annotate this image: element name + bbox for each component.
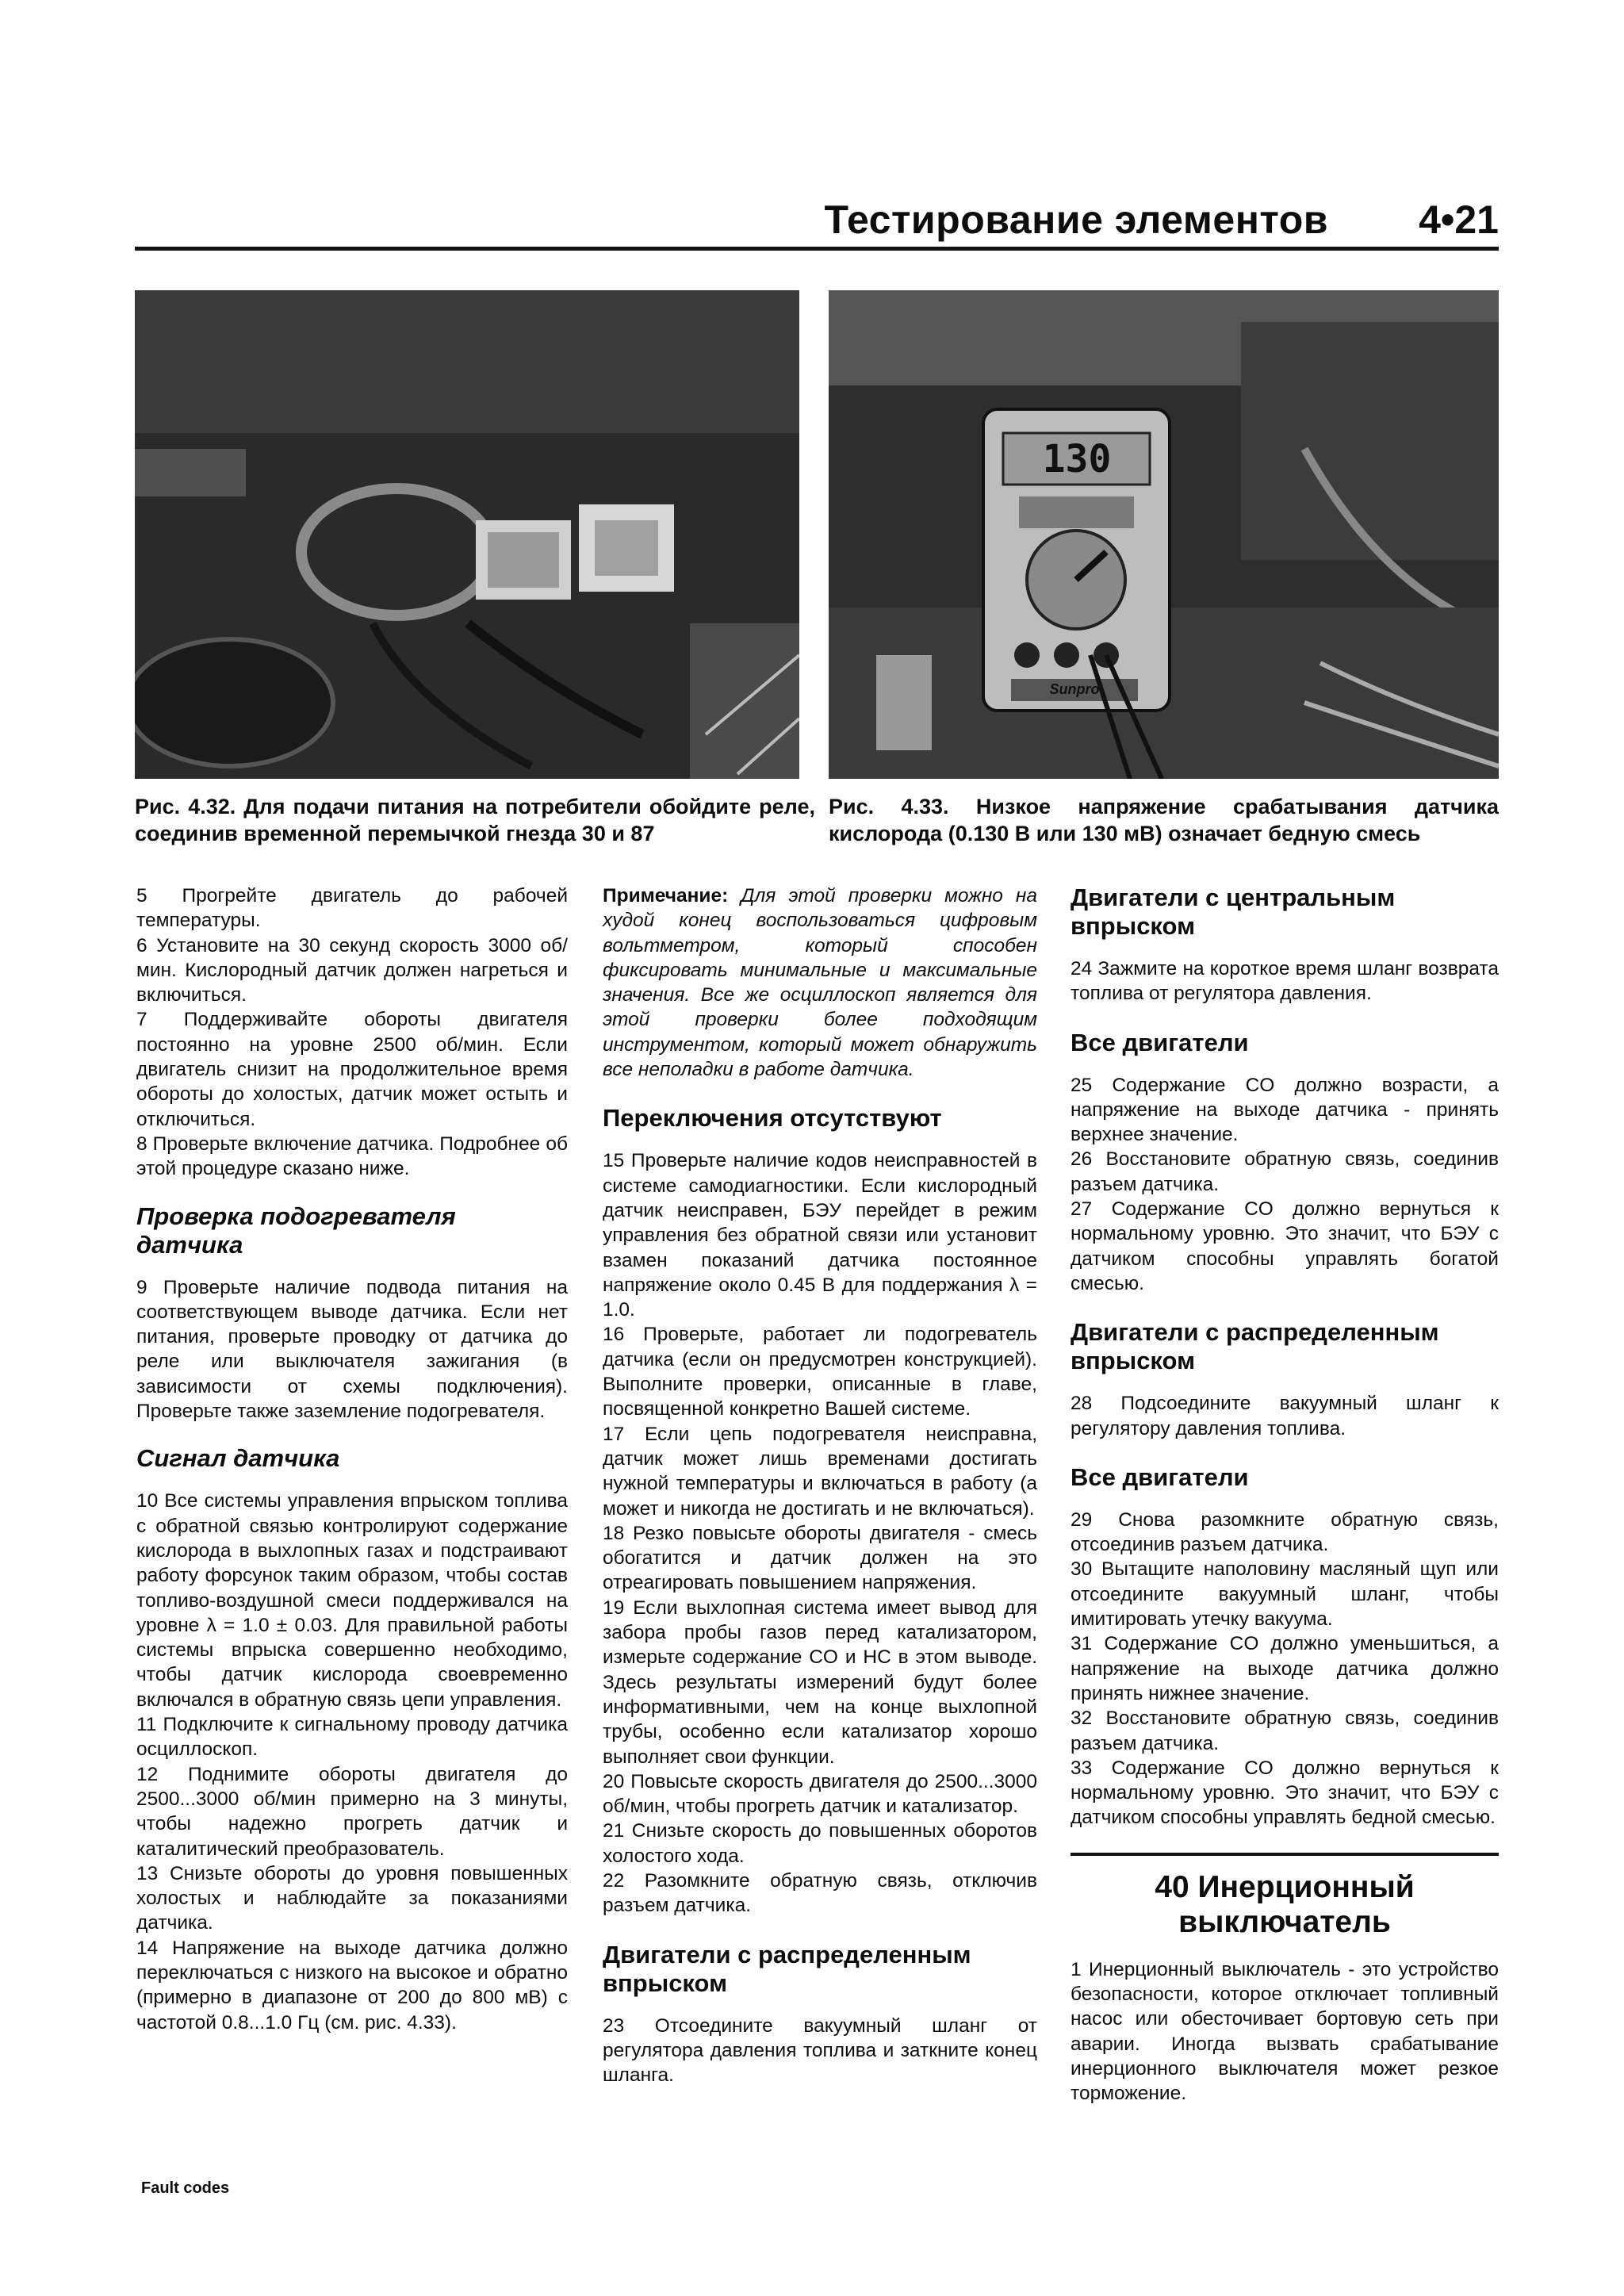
paragraph-8: 8 Проверьте включение датчика. Подробнее об этой процедуре сказано ниже. — [136, 1133, 568, 1180]
figure-4-32-photo — [135, 290, 799, 779]
heading-multipoint-injection: Двигатели с распределенным впрыском — [603, 1940, 971, 1997]
heading-heater-check: Проверка подогревателя датчика — [136, 1202, 456, 1259]
page-number: 4•21 — [1419, 197, 1499, 242]
paragraph-30: 30 Вытащите наполовину масляный щуп или отсоедините вакуумный шланг, чтобы имитировать утечку вакуума. — [1071, 1558, 1499, 1631]
page-header — [135, 187, 1499, 251]
multimeter-brand: Sunpro — [1049, 681, 1100, 697]
paragraph-32: 32 Восстановите обратную связь, соединив разъем датчика. — [1071, 1708, 1499, 1754]
paragraph-5: 5 Прогрейте двигатель до рабочей температуры. — [136, 885, 568, 932]
paragraph-9: 9 Проверьте наличие подвода питания на соответствующем выводе датчика. Если нет питания, проверьте проводку от датчика до реле или выключателя зажигания (в зависимости от схемы подключения). Проверьте также заземление подогревателя. — [136, 1276, 568, 1423]
paragraph-22: 22 Разомкните обратную связь, отключив разъем датчика. — [603, 1869, 1037, 1917]
paragraph-20: 20 Повысьте скорость двигателя до 2500...3000 об/мин, чтобы прогреть датчик и катализатор. — [603, 1770, 1037, 1818]
paragraph-24: 24 Зажмите на короткое время шланг возврата топлива от регулятора давления. — [1071, 958, 1499, 1005]
paragraph-27: 27 Содержание CO должно вернуться к нормальному уровню. Это значит, что БЭУ с датчиком способны управлять богатой смесью. — [1071, 1198, 1499, 1294]
heading-no-switching: Переключения отсутствуют — [603, 1104, 942, 1133]
header-rule — [135, 247, 1499, 251]
paragraph-26: 26 Восстановите обратную связь, соединив разъем датчика. — [1071, 1148, 1499, 1195]
paragraph-6: 6 Установите на 30 секунд скорость 3000 об/мин. Кислородный датчик должен нагреться и включиться. — [136, 934, 568, 1006]
figure-4-32-caption: Рис. 4.32. Для подачи питания на потребители обойдите реле, соединив временной перемычкой гнезда 30 и 87 — [135, 795, 815, 845]
section-rule — [1071, 1853, 1499, 1856]
paragraph-29: 29 Снова разомкните обратную связь, отсоединив разъем датчика. — [1071, 1508, 1499, 1556]
heading-all-engines-2: Все двигатели — [1071, 1462, 1249, 1491]
note-paragraph — [603, 884, 1037, 1082]
footer-label: Fault codes — [141, 2179, 230, 2197]
text-column-3 — [1071, 884, 1499, 2106]
section-title-inertia-switch: 40 Инерционный выключатель — [1155, 1869, 1415, 1939]
paragraph-33: 33 Содержание CO должно вернуться к нормальному уровню. Это значит, что БЭУ с датчиком способны управлять бедной смесью. — [1071, 1757, 1499, 1829]
heading-sensor-signal: Сигнал датчика — [136, 1444, 340, 1473]
paragraph-15: 15 Проверьте наличие кодов неисправностей в системе самодиагностики. Если кислородный датчик неисправен, БЭУ перейдет в режим управления без обратной связи или установит взамен показаний датчика постоянное напряжение около 0.45 В для поддержания λ = 1.0. — [603, 1150, 1037, 1321]
heading-multipoint-injection-2: Двигатели с распределенным впрыском — [1071, 1318, 1439, 1375]
paragraph-31: 31 Содержание CO должно уменьшиться, а напряжение на выходе датчика должно принять нижнее значение. — [1071, 1633, 1499, 1704]
text-column-2 — [603, 884, 1037, 2087]
paragraph-18: 18 Резко повысьте обороты двигателя - смесь обогатится и датчик должен на это отреагировать повышением напряжения. — [603, 1522, 1037, 1594]
paragraph-7: 7 Поддерживайте обороты двигателя постоянно на уровне 2500 об/мин. Если двигатель снизит на продолжительное время обороты до холостых, датчик может остыть и отключиться. — [136, 1009, 568, 1130]
paragraph-13: 13 Снизьте обороты до уровня повышенных холостых и наблюдайте за показаниями датчика. — [136, 1862, 568, 1934]
paragraph-14: 14 Напряжение на выходе датчика должно переключаться с низкого на высокое и обратно (примерно в диапазоне от 200 до 800 мВ) с частотой 0.8...1.0 Гц (см. рис. 4.33). — [136, 1937, 568, 2033]
note-text: Для этой проверки можно на худой конец воспользоваться цифровым вольтметром, который способен фиксировать минимальные и максимальные значения. Все же осциллоскоп является для этой проверки более подходящим инструментом, который может обнаружить все неполадки в работе датчика. — [603, 885, 1037, 1081]
figure-4-33-photo — [829, 290, 1499, 779]
paragraph-19: 19 Если выхлопная система имеет вывод для забора пробы газов перед катализатором, измерьте содержание CO и HC в этом выводе. Здесь результаты измерений будут более информативными, чем на конце выхлопной трубы, особенно если катализатор хорошо выполняет свои функции. — [603, 1596, 1037, 1768]
paragraph-17: 17 Если цепь подогревателя неисправна, датчик может лишь временами достигать нужной температуры и включаться в работу (а может и никогда не достигать и не включаться). — [603, 1423, 1037, 1520]
paragraph-25: 25 Содержание CO должно возрасти, а напряжение на выходе датчика - принять верхнее значение. — [1071, 1074, 1499, 1146]
paragraph-11: 11 Подключите к сигнальному проводу датчика осциллоскоп. — [136, 1714, 568, 1761]
paragraph-10: 10 Все системы управления впрыском топлива с обратной связью контролируют содержание кислорода в выхлопных газах и подстраивают работу форсунок таким образом, чтобы состав топливо-воздушной смеси поддерживался на уровне λ = 1.0 ± 0.03. Для правильной работы системы впрыска совершенно необходимо, чтобы датчик кислорода своевременно включался в обратную связь цепи управления. — [136, 1490, 568, 1711]
header-title: Тестирование элементов — [824, 197, 1328, 242]
note-label: Примечание: — [603, 885, 729, 907]
paragraph-40-1: 1 Инерционный выключатель - это устройство безопасности, которое отключает топливный насос или обесточивает бортовую сеть при аварии. Иногда вызвать срабатывание инерционного выключателя может резкое торможение. — [1071, 1958, 1499, 2105]
heading-single-point-injection: Двигатели с центральным впрыском — [1071, 884, 1396, 940]
multimeter-photo — [829, 290, 1499, 779]
multimeter-display-reading: 130 — [1042, 437, 1112, 481]
paragraph-16: 16 Проверьте, работает ли подогреватель датчика (если он предусмотрен конструкцией). Выполните проверки, описанные в главе, посвященной конкретно Вашей системе. — [603, 1324, 1037, 1420]
figure-4-33-caption: Рис. 4.33. Низкое напряжение срабатывания датчика кислорода (0.130 В или 130 мВ) означает бедную смесь — [829, 795, 1499, 845]
text-column-1 — [136, 884, 568, 2035]
paragraph-23: 23 Отсоедините вакуумный шланг от регулятора давления топлива и заткните конец шланга. — [603, 2014, 1037, 2087]
engine-relay-photo — [135, 290, 799, 779]
paragraph-28: 28 Подсоедините вакуумный шланг к регулятору давления топлива. — [1071, 1393, 1499, 1439]
heading-all-engines-1: Все двигатели — [1071, 1028, 1249, 1056]
paragraph-21: 21 Снизьте скорость до повышенных оборотов холостого хода. — [603, 1820, 1037, 1867]
paragraph-12: 12 Поднимите обороты двигателя до 2500...3000 об/мин примерно на 3 минуты, чтобы надежно прогреть датчик и каталитический преобразователь. — [136, 1763, 568, 1860]
